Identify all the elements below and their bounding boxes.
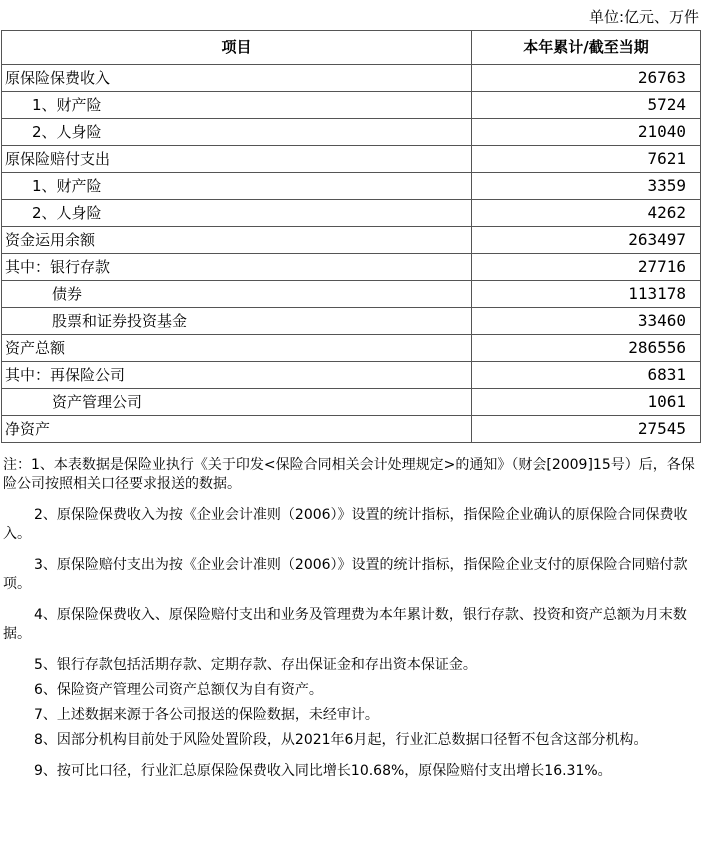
- table-row: [2, 254, 701, 281]
- row-value: 113178: [472, 281, 701, 308]
- note-7: 7、上述数据来源于各公司报送的保险数据，未经审计。: [34, 707, 379, 723]
- row-label: 资产总额: [2, 335, 472, 362]
- note-4: 4、原保险保费收入、原保险赔付支出和业务及管理费为本年累计数，银行存款、投资和资产总额为月末数据。: [3, 607, 687, 642]
- table-row: [2, 362, 701, 389]
- row-value: 7621: [472, 146, 701, 173]
- row-value: 4262: [472, 200, 701, 227]
- row-value: 21040: [472, 119, 701, 146]
- table-row: [2, 281, 701, 308]
- row-value: 1061: [472, 389, 701, 416]
- column-header-item: 项目: [2, 31, 472, 65]
- table-row: [2, 389, 701, 416]
- table-row: [2, 200, 701, 227]
- row-label: 净资产: [2, 416, 472, 443]
- table-row: [2, 308, 701, 335]
- row-label: 1、财产险: [2, 173, 472, 200]
- table-row: [2, 119, 701, 146]
- row-label: 原保险赔付支出: [2, 146, 472, 173]
- notes-section: [3, 456, 700, 781]
- row-label: 1、财产险: [2, 92, 472, 119]
- note-1: 注：1、本表数据是保险业执行《关于印发<保险合同相关会计处理规定>的通知》（财会[2009]15号）后，各保险公司按照相关口径要求报送的数据。: [3, 457, 695, 492]
- row-value: 27545: [472, 416, 701, 443]
- row-label: 股票和证券投资基金: [2, 308, 472, 335]
- table-row: [2, 92, 701, 119]
- row-value: 27716: [472, 254, 701, 281]
- statistics-table: [1, 30, 701, 443]
- note-5: 5、银行存款包括活期存款、定期存款、存出保证金和存出资本保证金。: [34, 657, 477, 673]
- row-value: 26763: [472, 65, 701, 92]
- table-row: [2, 416, 701, 443]
- row-value: 6831: [472, 362, 701, 389]
- row-value: 286556: [472, 335, 701, 362]
- row-value: 33460: [472, 308, 701, 335]
- row-value: 5724: [472, 92, 701, 119]
- row-value: 3359: [472, 173, 701, 200]
- unit-label: 单位:亿元、万件: [588, 8, 699, 26]
- row-label: 2、人身险: [2, 200, 472, 227]
- row-value: 263497: [472, 227, 701, 254]
- row-label: 其中：银行存款: [2, 254, 472, 281]
- row-label: 原保险保费收入: [2, 65, 472, 92]
- table-row: [2, 65, 701, 92]
- note-8: 8、因部分机构目前处于风险处置阶段，从2021年6月起，行业汇总数据口径暂不包含这部分机构。: [34, 732, 648, 748]
- note-6: 6、保险资产管理公司资产总额仅为自有资产。: [34, 682, 323, 698]
- row-label: 资产管理公司: [2, 389, 472, 416]
- table-row: [2, 146, 701, 173]
- note-2: 2、原保险保费收入为按《企业会计准则（2006）》设置的统计指标，指保险企业确认的原保险合同保费收入。: [3, 507, 688, 542]
- note-3: 3、原保险赔付支出为按《企业会计准则（2006）》设置的统计指标，指保险企业支付的原保险合同赔付款项。: [3, 557, 688, 592]
- table-header-row: [2, 31, 701, 65]
- table-row: [2, 227, 701, 254]
- row-label: 其中：再保险公司: [2, 362, 472, 389]
- table-row: [2, 173, 701, 200]
- row-label: 债券: [2, 281, 472, 308]
- row-label: 资金运用余额: [2, 227, 472, 254]
- table-row: [2, 335, 701, 362]
- column-header-ytd: 本年累计/截至当期: [472, 31, 701, 65]
- row-label: 2、人身险: [2, 119, 472, 146]
- note-9: 9、按可比口径，行业汇总原保险保费收入同比增长10.68%，原保险赔付支出增长16.31%。: [34, 763, 612, 779]
